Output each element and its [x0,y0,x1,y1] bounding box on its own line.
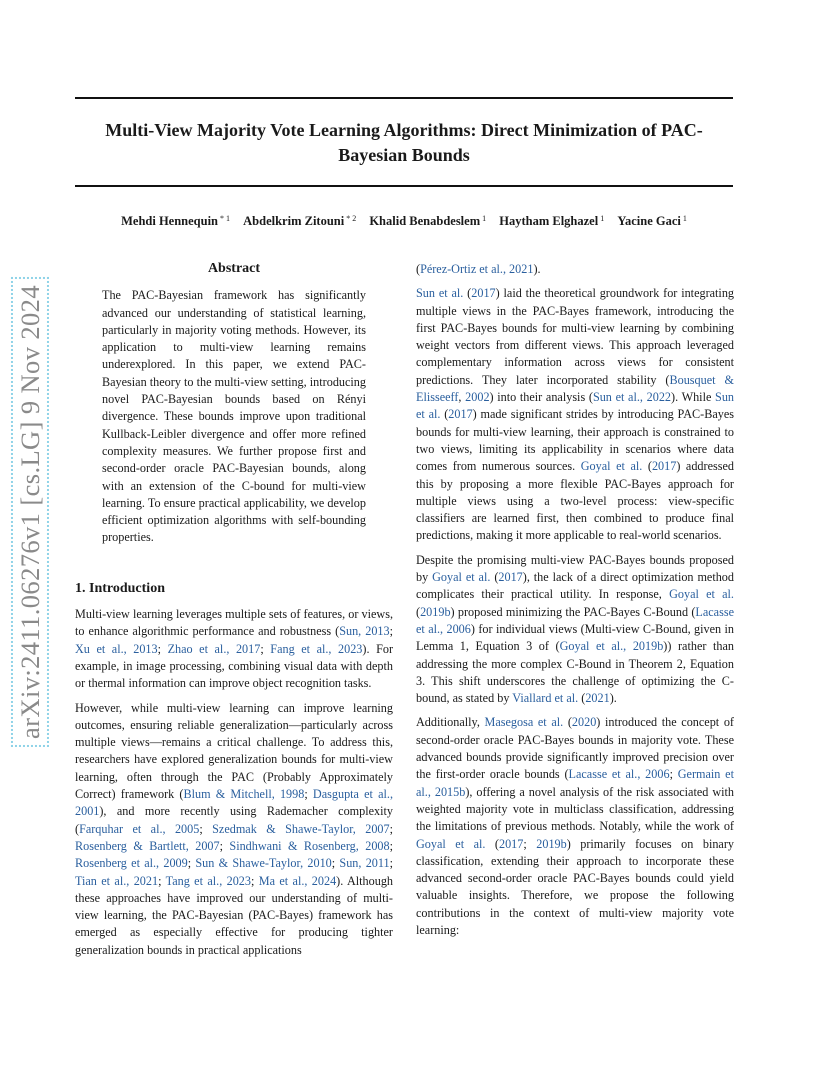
citation-link[interactable]: Xu et al., 2013 [75,641,158,656]
citation-link[interactable]: Fang et al., 2023 [270,641,363,656]
body-text: ; [250,873,259,888]
citation-link[interactable]: Sun et al. [416,286,464,301]
author [243,214,356,228]
body-text: ), and more recently using Rademacher complexity ( [75,804,393,836]
citation-link[interactable]: 2002 [465,390,490,405]
citation-link[interactable]: Sun & Shawe-Taylor, 2010 [195,856,332,871]
author-name: Mehdi Hennequin [121,214,219,228]
body-text: ). For example, in image processing, combining visual data with depth or thermal information can improve object recognition tasks. [75,641,393,691]
citation-link[interactable]: Sun et al., 2022 [592,390,672,405]
author [369,214,486,228]
body-text: ; [304,787,313,802]
body-text: ( [485,836,499,851]
arxiv-stamp[interactable] [10,262,50,762]
citation-link[interactable]: 2020 [571,715,597,730]
body-text: Additionally, [416,715,485,730]
citation-link[interactable]: Sun, 2011 [339,856,390,871]
body-text: ) addressed this by proposing a more flexible PAC-Bayes approach for multiple views using a two-level process: view-specific classifiers are learned first, then combined to produce final predictions, making it more applicable to real-world scenarios. [416,459,734,543]
intro-paragraph [416,552,734,708]
citation-link[interactable]: Ma et al., 2024 [258,873,337,888]
citation-link[interactable]: Viallard et al. [512,691,579,706]
body-text: ; [219,838,230,853]
body-text: ). Although these approaches have improved our understanding of multi-view learning, the PAC-Bayesian (PAC-Bayes) framework has emerged as especially effective for producing tighter generalization bounds in practical applications [75,873,394,957]
citation-link[interactable]: Pérez-Ortiz et al., 2021 [420,262,534,276]
body-text: ) laid the theoretical groundwork for integrating multiple views in the PAC-Bayes framework, introducing the first PAC-Bayes bounds for multi-view learning by combining weight vectors from different views. This approach leveraged complementary information across views for consistent predictions. They later incorporated stability ( [416,286,735,387]
body-text: ; [199,821,213,836]
body-text: ( [490,570,499,585]
abstract-heading: Abstract [207,261,261,276]
body-text: ( [642,459,652,474]
author-affiliation-marks: * 2 [346,214,357,223]
citation-link[interactable]: 2021 [585,691,610,706]
author-name: Khalid Benabdeslem [369,214,481,228]
body-text: ). [609,691,617,706]
body-text: ; [389,856,394,871]
author [499,214,604,228]
author [617,214,687,228]
right-column [416,261,734,946]
body-text: Multi-view learning leverages multiple sets of features, or views, to enhance algorithmic performance and robustness ( [75,607,393,639]
author-name: Abdelkrim Zitouni [243,214,345,228]
citation-link[interactable]: Sun, 2013 [339,624,390,639]
left-column [75,260,393,966]
body-text: ; [389,821,393,836]
body-text: ), the lack of a direct optimization method complicates their practical utility. In response, [416,570,734,602]
body-text: ). While [671,390,716,405]
intro-paragraph [75,606,393,692]
body-text: ) primarily focuses on binary classification, extending their approach to incorporate these advanced second-order oracle PAC-Bayes bounds could yield valuable insights. Therefore, we propose the following contributions in the context of multi-view majority vote learning: [416,836,734,937]
body-text: ) into their analysis ( [489,390,593,405]
citation-link[interactable]: Bousquet & Elisseeff [416,372,734,405]
author-affiliation-marks: 1 [482,214,487,223]
citation-link[interactable]: 2017 [651,459,677,474]
arxiv-identifier[interactable]: arXiv:2411.06276v1 [cs.LG] 9 Nov 2024 [11,277,49,747]
citation-link[interactable]: Masegosa et al. [484,715,564,730]
author-affiliation-marks: 1 [600,214,605,223]
body-text: ) for individual views (Multi-view C-Bound, given in Lemma 1, Equation 3 of ( [416,621,734,654]
citation-link[interactable]: Goyal et al. [669,587,734,602]
citation-link[interactable]: Goyal et al. [432,570,491,585]
citation-link[interactable]: Germain et al., 2015b [416,767,734,799]
title-rule-bottom [75,185,733,187]
body-text: ; [158,873,166,888]
citation-link[interactable]: Rosenberg et al., 2009 [75,856,188,871]
body-text: , [458,390,466,405]
citation-link[interactable]: Rosenberg & Bartlett, 2007 [75,838,220,853]
citation-link[interactable]: Goyal et al. [580,459,643,474]
citation-link[interactable]: 2019b [536,836,567,851]
citation-link[interactable]: Dasgupta et al., 2001 [75,787,394,819]
body-text: ; [523,836,537,851]
citation-link[interactable]: Szedmak & Shawe-Taylor, 2007 [212,821,390,836]
author-affiliation-marks: * 1 [220,214,231,223]
intro-paragraph [416,714,734,939]
citation-link[interactable]: Lacasse et al., 2006 [416,604,734,636]
citation-link[interactable]: 2017 [498,570,523,585]
citation-link[interactable]: Tang et al., 2023 [165,873,251,888]
citation-link[interactable]: 2017 [471,286,496,301]
body-text: ( [563,715,572,730]
body-text: ; [389,624,393,639]
citation-link[interactable]: Lacasse et al., 2006 [568,767,670,782]
citation-link[interactable]: Goyal et al. [416,836,486,851]
citation-link[interactable]: Zhao et al., 2017 [167,641,261,656]
citation-link[interactable]: Sun et al. [416,390,735,422]
body-text: ( [416,262,421,276]
body-text: ; [331,856,340,871]
citation-link[interactable]: 2017 [498,836,524,851]
citation-link[interactable]: Tian et al., 2021 [75,873,159,888]
body-text: ( [440,407,449,422]
body-text: ) made significant strides by introducing PAC-Bayes bounds for multi-view learning, their approach is constrained to two views, limiting its applicability in scenarios where data comes from numerous sources. [416,407,734,474]
citation-link[interactable]: 2017 [448,407,473,422]
intro-paragraph [75,700,393,959]
paper-title: Multi-View Majority Vote Learning Algorithms: Direct Minimization of PAC-Bayesian Bounds [105,120,703,165]
introduction-heading: 1. Introduction [75,580,165,596]
body-text: ), offering a novel analysis of the risk associated with weighted majority vote in multiclass classification, addressing the limitations of previous methods. Notably, while the work of [416,784,734,834]
body-text: However, while multi-view learning can improve learning outcomes, ensuring reliable generalization—particularly across multiple views—remains a critical challenge. To address this, researchers have explored generalization bounds for multi-view learning, often through the PAC (Probably Approximately Correct) framework ( [75,700,393,802]
body-text: Despite the promising multi-view PAC-Bayes bounds proposed by [416,552,734,585]
body-text: ( [463,286,472,301]
body-text: ( [416,604,421,619]
author-list [75,214,733,229]
body-text: ; [260,641,271,656]
body-text: )) rather than addressing the more complex C-Bound in Theorem 2, Equation 3. This shift underscores the challenge of optimizing the C-bound, as stated by [416,639,734,706]
citation-link[interactable]: 2019b [420,604,451,619]
citation-link[interactable]: Goyal et al., 2019b [559,639,664,654]
body-text: ; [669,767,678,782]
intro-paragraph [416,261,734,278]
author-name: Haytham Elghazel [499,214,599,228]
author-name: Yacine Gaci [617,214,681,228]
body-text: ; [187,856,196,871]
citation-link[interactable]: Blum & Mitchell, 1998 [183,787,305,802]
abstract-text: The PAC-Bayesian framework has significantly advanced our understanding of statistical learning, particularly in majority voting methods. However, its application to multi-view learning remains underexplored. In this paper, we extend PAC-Bayesian theory to the multi-view setting, introducing novel PAC-Bayesian bounds based on Rényi divergence. These bounds improve upon traditional Kullback-Leibler divergence and offer more refined complexity measures. We further propose first and second-order oracle PAC-Bayesian bounds, along with an extension of the C-bound for multi-view learning. To ensure practical applicability, we develop efficient optimization algorithms with self-bounding properties. [102,288,366,545]
author-affiliation-marks: 1 [682,214,687,223]
citation-link[interactable]: Sindhwani & Rosenberg, 2008 [229,838,390,853]
citation-link[interactable]: Farquhar et al., 2005 [79,821,200,836]
body-text: ( [578,691,586,706]
body-text: ) introduced the concept of second-order oracle PAC-Bayes bounds in majority vote. These advanced bounds provide significantly improved precision over the first-order oracle bounds ( [416,715,734,782]
body-text: ). [533,262,541,276]
body-text: ; [157,641,168,656]
body-text: ; [389,838,393,853]
body-text: ) proposed minimizing the PAC-Bayes C-Bound ( [450,604,696,619]
title-rule-top [75,97,733,99]
intro-paragraph [416,285,734,544]
author [121,214,230,228]
